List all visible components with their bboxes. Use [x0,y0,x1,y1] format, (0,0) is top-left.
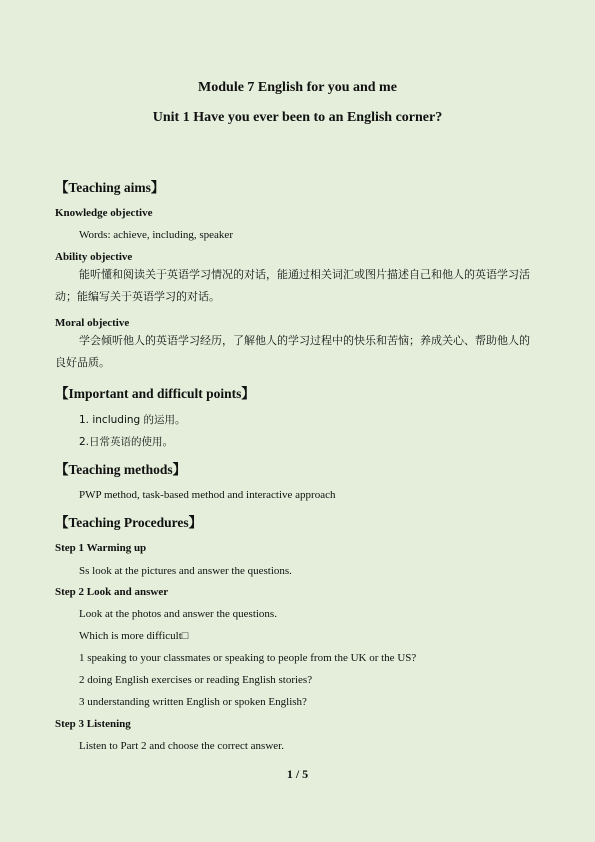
ability-objective-text: 能听懂和阅读关于英语学习情况的对话，能通过相关词汇或图片描述自己和他人的英语学习活动；能编写关于英语学习的对话。 [55,268,530,303]
teaching-methods-text: PWP method, task-based method and interactive approach [79,489,336,501]
step2-line: Look at the photos and answer the questions. [79,608,277,620]
important-points-heading: 【Important and difficult points】 [55,386,255,401]
step1-text: Ss look at the pictures and answer the questions. [79,565,292,577]
teaching-aims-heading: 【Teaching aims】 [55,180,165,195]
step2-line: 1 speaking to your classmates or speaking to people from the UK or the US? [79,652,417,664]
knowledge-objective-label: Knowledge objective [55,207,153,219]
unit-title: Unit 1 Have you ever been to an English corner? [152,110,443,125]
moral-objective-label: Moral objective [55,317,130,329]
moral-objective-text: 学会倾听他人的英语学习经历，了解他人的学习过程中的快乐和苦恼；养成关心、帮助他人的良好品质。 [55,334,530,369]
step2-line: 2 doing English exercises or reading English stories? [79,674,313,686]
ability-objective-label: Ability objective [55,251,133,263]
page-number: 1 / 5 [286,767,309,781]
step2-line: Which is more difficult□ [79,630,189,642]
step3-label: Step 3 Listening [55,718,131,730]
step2-line: 3 understanding written English or spoken English? [79,696,307,708]
module-title: Module 7 English for you and me [198,80,397,95]
point-item-2: 2.日常英语的使用。 [79,436,174,448]
step1-label: Step 1 Warming up [55,542,147,554]
teaching-methods-heading: 【Teaching methods】 [55,462,187,477]
step2-label: Step 2 Look and answer [55,586,169,598]
knowledge-objective-text: Words: achieve, including, speaker [79,229,233,241]
step3-text: Listen to Part 2 and choose the correct answer. [79,740,284,752]
point-item-1: 1. including 的运用。 [79,414,186,426]
teaching-procedures-heading: 【Teaching Procedures】 [55,515,203,530]
